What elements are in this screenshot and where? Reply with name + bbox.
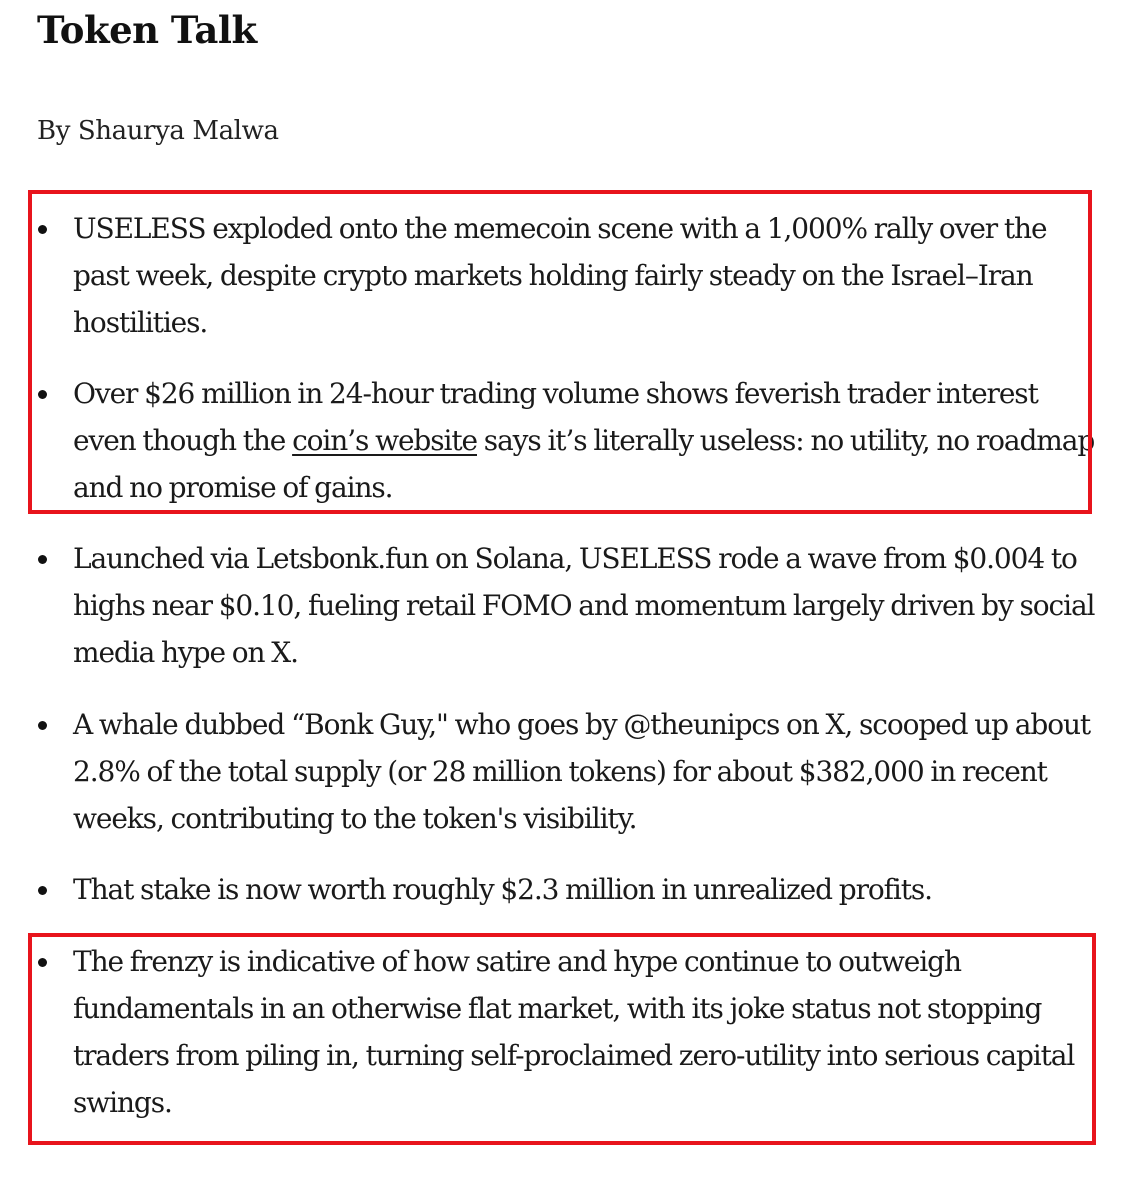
bullet-text: USELESS exploded onto the memecoin scene with a 1,000% rally over the past week, despite crypto markets holding fairly steady on the Israel–Iran hostilities. — [73, 212, 1047, 339]
bullet-dot-icon — [38, 886, 47, 895]
article-byline: By Shaurya Malwa — [37, 116, 279, 146]
bullet-text-before: Over $26 million in 24-hour trading volume shows feverish trader interest even though the — [73, 377, 1038, 457]
bullet-text: Launched via Letsbonk.fun on Solana, USELESS rode a wave from $0.004 to highs near $0.10, fueling retail FOMO and momentum largely driven by social media hype on X. — [73, 542, 1095, 669]
bullet-text — [73, 370, 1103, 511]
bullet-dot-icon — [38, 390, 47, 399]
bullet-text: A whale dubbed “Bonk Guy," who goes by @theunipcs on X, scooped up about 2.8% of the total supply (or 28 million tokens) for about $382,000 in recent weeks, contributing to the token's visibility. — [73, 708, 1091, 835]
bullet-dot-icon — [38, 555, 47, 564]
coin-website-link[interactable]: coin’s website — [292, 424, 477, 457]
bullet-text-after: says it’s literally useless: no utility, no roadmap and no promise of gains. — [73, 424, 1095, 504]
article-title: Token Talk — [37, 8, 257, 52]
bullet-dot-icon — [38, 721, 47, 730]
bullet-text: That stake is now worth roughly $2.3 million in unrealized profits. — [73, 873, 932, 906]
bullet-text: The frenzy is indicative of how satire and hype continue to outweigh fundamentals in an otherwise flat market, with its joke status not stopping traders from piling in, turning self-proclaimed zero-utility into serious capital swings. — [73, 945, 1075, 1119]
bullet-dot-icon — [38, 225, 47, 234]
bullet-dot-icon — [38, 958, 47, 967]
